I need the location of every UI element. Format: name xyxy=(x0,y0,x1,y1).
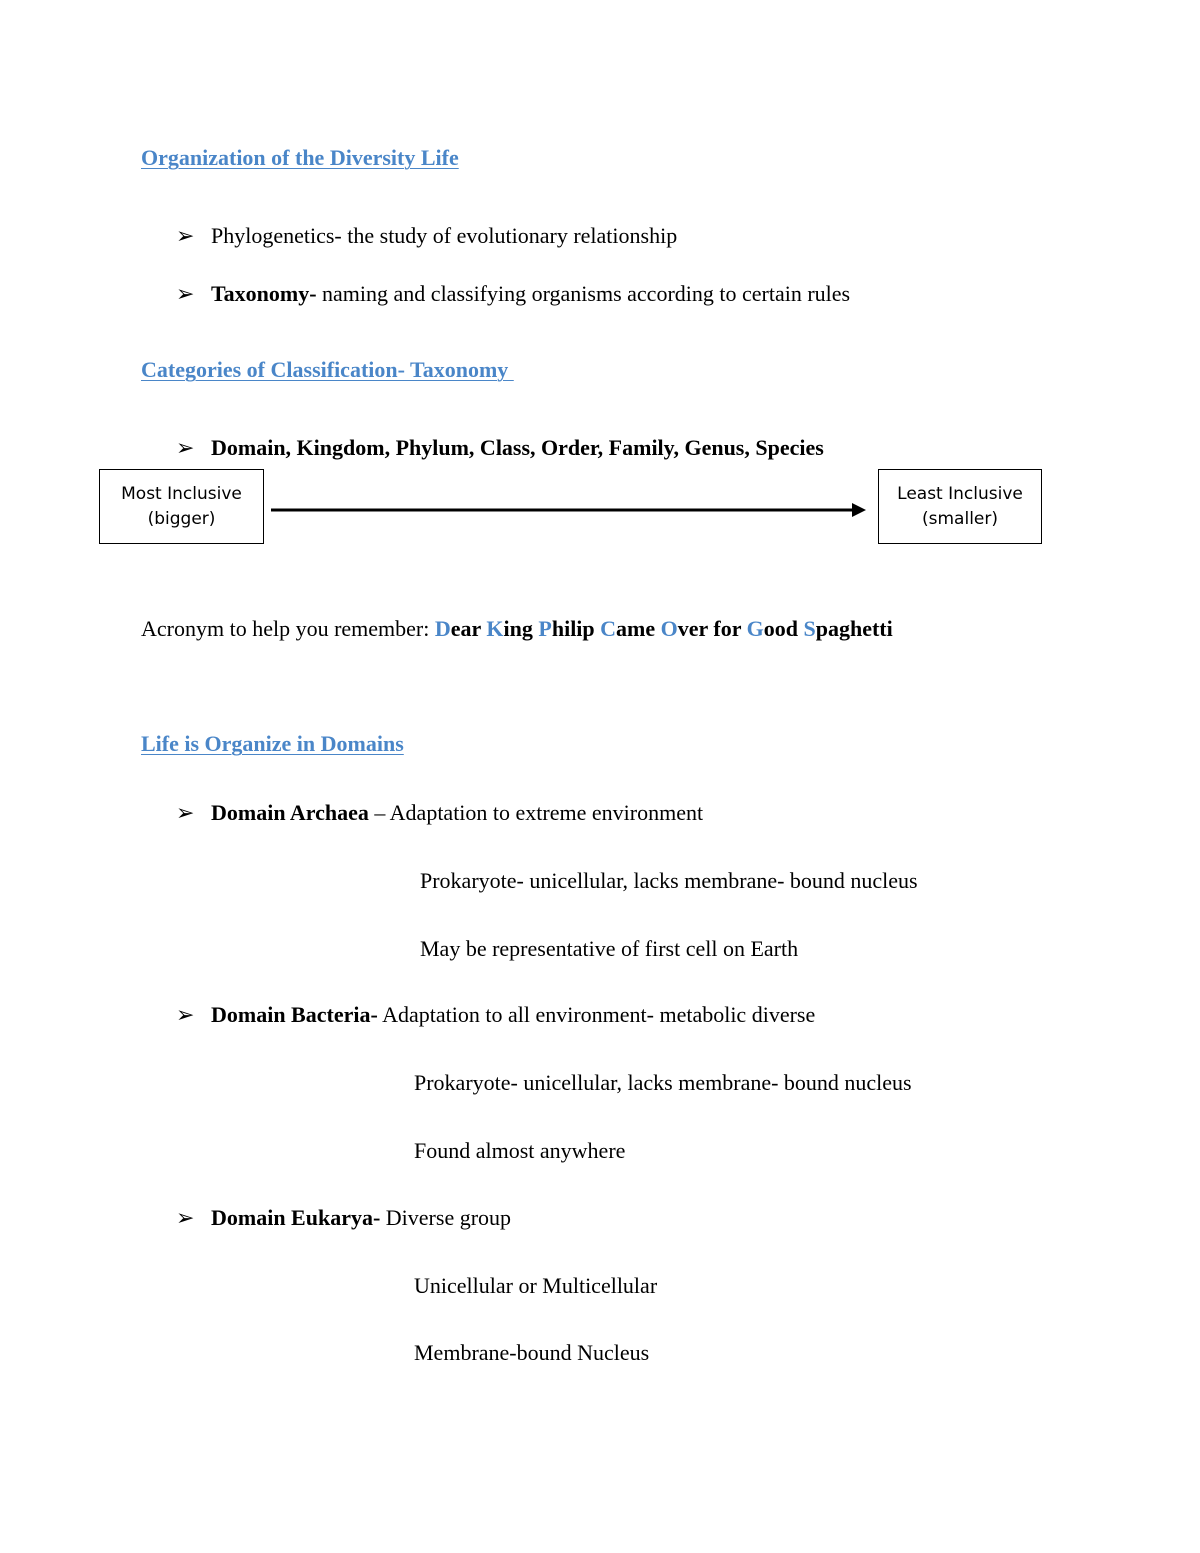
acronym-initial: D xyxy=(434,616,451,641)
eukarya-detail: Unicellular or Multicellular xyxy=(414,1273,658,1298)
bullet-text: Phylogenetics- the study of evolutionary relationship xyxy=(211,223,678,248)
acronym-rest: ing xyxy=(503,616,539,641)
acronym-initial: O xyxy=(660,616,678,641)
eukarya-detail: Membrane-bound Nucleus xyxy=(414,1340,650,1365)
most-inclusive-box xyxy=(99,469,264,544)
acronym-rest: paghetti xyxy=(815,616,893,641)
archaea-detail: May be representative of first cell on Earth xyxy=(420,936,799,961)
acronym-rest: hilip xyxy=(551,616,601,641)
acronym-initial: C xyxy=(600,616,617,641)
heading-categories: Categories of Classification- Taxonomy xyxy=(141,357,514,382)
box-line: Most Inclusive xyxy=(121,483,242,504)
bullet-taxonomy xyxy=(176,281,850,307)
arrowhead-bullet-icon: ➢ xyxy=(176,223,195,248)
arrowhead-bullet-icon: ➢ xyxy=(176,800,195,825)
bullet-term: Domain Archaea xyxy=(211,800,369,825)
acronym-initial: K xyxy=(486,616,504,641)
bullet-text: naming and classifying organisms according to certain rules xyxy=(316,281,851,306)
acronym-rest: ood xyxy=(763,616,804,641)
bullet-text: Diverse group xyxy=(380,1205,512,1230)
box-line: (smaller) xyxy=(922,508,998,529)
bullet-text: Adaptation to all environment- metabolic diverse xyxy=(377,1002,816,1027)
bullet-term: Domain Bacteria- xyxy=(211,1002,378,1027)
box-line: (bigger) xyxy=(147,508,216,529)
arrowhead-bullet-icon: ➢ xyxy=(176,1205,195,1230)
bullet-archaea xyxy=(176,800,703,826)
bullet-text: – Adaptation to extreme environment xyxy=(368,800,704,825)
box-line: Least Inclusive xyxy=(897,483,1023,504)
acronym-initial: P xyxy=(538,616,552,641)
arrowhead-bullet-icon: ➢ xyxy=(176,281,195,306)
heading-organization: Organization of the Diversity Life xyxy=(141,145,459,170)
arrow-icon xyxy=(268,498,872,522)
acronym-mnemonic xyxy=(435,616,893,641)
acronym-initial: G xyxy=(746,616,764,641)
bullet-eukarya xyxy=(176,1205,511,1231)
acronym-rest: ame xyxy=(616,616,661,641)
arrowhead-bullet-icon: ➢ xyxy=(176,435,195,460)
bacteria-detail: Found almost anywhere xyxy=(414,1138,626,1163)
bullet-phylogenetics xyxy=(176,223,677,249)
acronym-prefix: Acronym to help you remember: xyxy=(141,616,435,641)
acronym-line xyxy=(141,616,893,642)
bullet-term: Taxonomy- xyxy=(211,281,317,306)
bullet-bacteria xyxy=(176,1002,815,1028)
heading-domains: Life is Organize in Domains xyxy=(141,731,404,756)
bullet-term: Domain Eukarya- xyxy=(211,1205,381,1230)
least-inclusive-box xyxy=(878,469,1042,544)
arrowhead-bullet-icon: ➢ xyxy=(176,1002,195,1027)
ranks-text: Domain, Kingdom, Phylum, Class, Order, Family, Genus, Species xyxy=(211,435,824,460)
bullet-ranks xyxy=(176,435,824,461)
archaea-detail: Prokaryote- unicellular, lacks membrane- bound nucleus xyxy=(420,868,918,893)
acronym-rest: ver for xyxy=(677,616,747,641)
acronym-rest: ear xyxy=(450,616,487,641)
acronym-initial: S xyxy=(803,616,816,641)
bacteria-detail: Prokaryote- unicellular, lacks membrane- bound nucleus xyxy=(414,1070,912,1095)
